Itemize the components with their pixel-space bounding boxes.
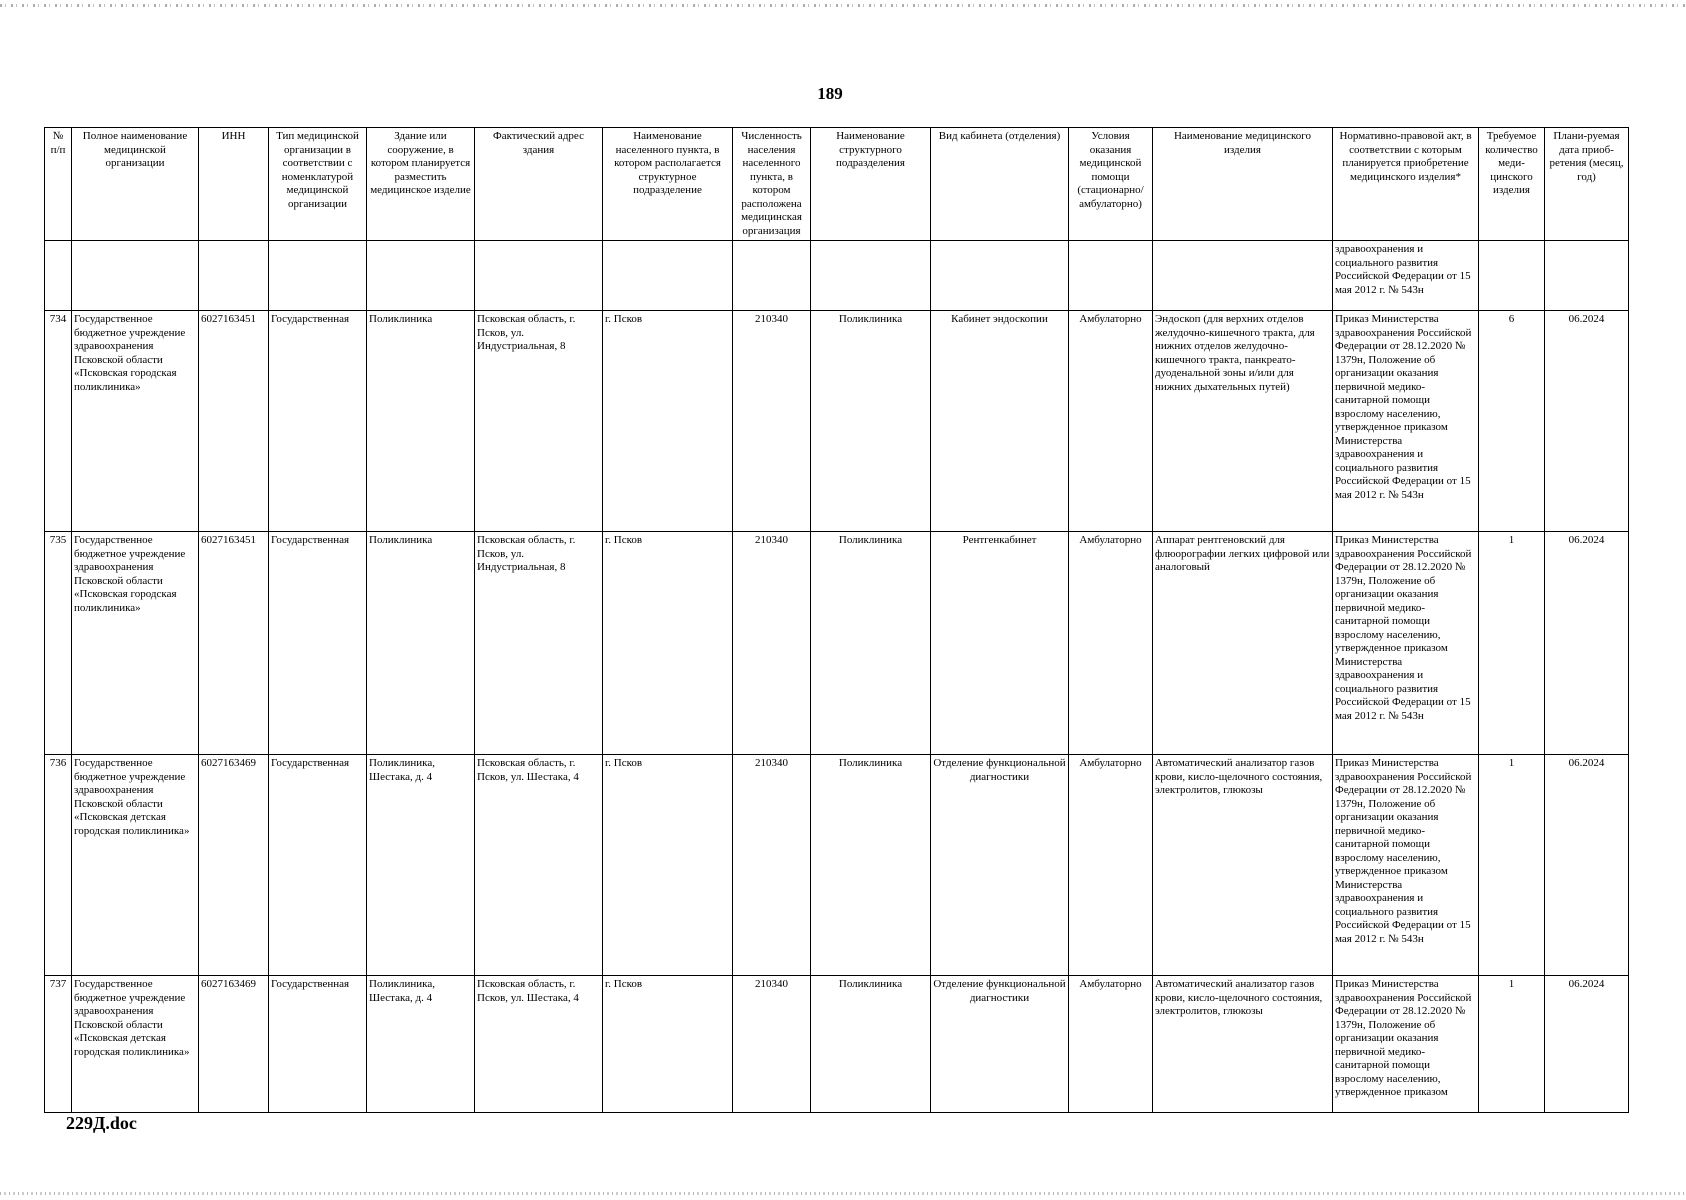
population: 210340	[733, 311, 811, 532]
planned-date: 06.2024	[1545, 311, 1629, 532]
population: 210340	[733, 976, 811, 1113]
quantity: 1	[1479, 976, 1545, 1113]
row-number: 734	[45, 311, 72, 532]
building: Поликлиника	[367, 311, 475, 532]
structural-unit: Поликлиника	[811, 976, 931, 1113]
address: Псковская область, г. Псков, ул. Индустриальная, 8	[475, 311, 603, 532]
col-header-device: Наименование медицинского изделия	[1153, 128, 1333, 241]
org-type: Государственная	[269, 532, 367, 755]
legal-act: Приказ Министерства здравоохранения Российской Федерации от 28.12.2020 № 1379н, Положение об организации оказания первичной медико-санитарной помощи взрослому населению, утвержденное приказом	[1333, 976, 1479, 1113]
locality: г. Псков	[603, 311, 733, 532]
quantity: 1	[1479, 532, 1545, 755]
row-number: 737	[45, 976, 72, 1113]
inn: 6027163451	[199, 532, 269, 755]
device-name: Эндоскоп (для верхних отделов желудочно-кишечного тракта, для нижних отделов желудочно-кишечного тракта, панкреато-дуоденальной зоны и/или для нижних дыхательных путей)	[1153, 311, 1333, 532]
col-header-building: Здание или сооружение, в котором планируется разместить медицинское изделие	[367, 128, 475, 241]
col-header-conditions: Условия оказания медицинской помощи (стационарно/ амбулаторно)	[1069, 128, 1153, 241]
structural-unit: Поликлиника	[811, 532, 931, 755]
org-type: Государственная	[269, 311, 367, 532]
quantity: 1	[1479, 755, 1545, 976]
cabinet-type: Рентгенкабинет	[931, 532, 1069, 755]
org-name: Государственное бюджетное учреждение здравоохранения Псковской области «Псковская детская городская поликлиника»	[72, 976, 199, 1113]
col-header-org: Полное наименование медицинской организации	[72, 128, 199, 241]
col-header-quantity: Требуемое количество меди-цинского изделия	[1479, 128, 1545, 241]
org-type: Государственная	[269, 976, 367, 1113]
col-header-type: Тип медицинской организации в соответствии с номенклатурой медицинской организации	[269, 128, 367, 241]
population: 210340	[733, 755, 811, 976]
locality: г. Псков	[603, 976, 733, 1113]
org-type: Государственная	[269, 755, 367, 976]
table-row	[45, 311, 1629, 532]
cabinet-type: Отделение функциональной диагностики	[931, 976, 1069, 1113]
quantity: 6	[1479, 311, 1545, 532]
org-name: Государственное бюджетное учреждение здравоохранения Псковской области «Псковская детская городская поликлиника»	[72, 755, 199, 976]
medical-device-table	[44, 127, 1629, 1113]
scan-edge-bottom	[0, 1192, 1686, 1195]
structural-unit: Поликлиника	[811, 755, 931, 976]
device-name: Автоматический анализатор газов крови, кисло-щелочного состояния, электролитов, глюкозы	[1153, 755, 1333, 976]
inn: 6027163469	[199, 976, 269, 1113]
table-row	[45, 976, 1629, 1113]
legal-act: Приказ Министерства здравоохранения Российской Федерации от 28.12.2020 № 1379н, Положение об организации оказания первичной медико-санитарной помощи взрослому населению, утвержденное приказом Министерства здравоохранения и социального развития Российской Федерации от 15 мая 2012 г. № 543н	[1333, 311, 1479, 532]
org-name: Государственное бюджетное учреждение здравоохранения Псковской области «Псковская городская поликлиника»	[72, 311, 199, 532]
planned-date: 06.2024	[1545, 532, 1629, 755]
inn: 6027163451	[199, 311, 269, 532]
col-header-locality: Наименование населенного пункта, в котором располагается структурное подразделение	[603, 128, 733, 241]
address: Псковская область, г. Псков, ул. Индустриальная, 8	[475, 532, 603, 755]
planned-date: 06.2024	[1545, 755, 1629, 976]
table-row	[45, 532, 1629, 755]
col-header-cabinet: Вид кабинета (отделения)	[931, 128, 1069, 241]
col-header-number: № п/п	[45, 128, 72, 241]
cabinet-type: Отделение функциональной диагностики	[931, 755, 1069, 976]
table-row	[45, 755, 1629, 976]
row-number: 736	[45, 755, 72, 976]
legal-act: Приказ Министерства здравоохранения Российской Федерации от 28.12.2020 № 1379н, Положение об организации оказания первичной медико-санитарной помощи взрослому населению, утвержденное приказом Министерства здравоохранения и социального развития Российской Федерации от 15 мая 2012 г. № 543н	[1333, 755, 1479, 976]
page-number: 189	[817, 84, 843, 103]
device-name: Аппарат рентгеновский для флюорографии легких цифровой или аналоговый	[1153, 532, 1333, 755]
locality: г. Псков	[603, 532, 733, 755]
col-header-address: Фактический адрес здания	[475, 128, 603, 241]
care-conditions: Амбулаторно	[1069, 532, 1153, 755]
care-conditions: Амбулаторно	[1069, 311, 1153, 532]
col-header-date: Плани-руемая дата приоб-ретения (месяц, год)	[1545, 128, 1629, 241]
col-header-act: Нормативно-правовой акт, в соответствии с которым планируется приобретение медицинского изделия*	[1333, 128, 1479, 241]
care-conditions: Амбулаторно	[1069, 755, 1153, 976]
col-header-inn: ИНН	[199, 128, 269, 241]
building: Поликлиника, Шестака, д. 4	[367, 755, 475, 976]
header-row	[45, 128, 1629, 241]
building: Поликлиника, Шестака, д. 4	[367, 976, 475, 1113]
building: Поликлиника	[367, 532, 475, 755]
scan-edge-top	[0, 4, 1686, 7]
row-number: 735	[45, 532, 72, 755]
legal-act: Приказ Министерства здравоохранения Российской Федерации от 28.12.2020 № 1379н, Положение об организации оказания первичной медико-санитарной помощи взрослому населению, утвержденное приказом Министерства здравоохранения и социального развития Российской Федерации от 15 мая 2012 г. № 543н	[1333, 532, 1479, 755]
address: Псковская область, г. Псков, ул. Шестака, 4	[475, 976, 603, 1113]
col-header-unit: Наименование структурного подразделения	[811, 128, 931, 241]
locality: г. Псков	[603, 755, 733, 976]
structural-unit: Поликлиника	[811, 311, 931, 532]
col-header-population: Численность населения населенного пункта, в котором расположена медицинская организация	[733, 128, 811, 241]
address: Псковская область, г. Псков, ул. Шестака, 4	[475, 755, 603, 976]
population: 210340	[733, 532, 811, 755]
planned-date: 06.2024	[1545, 976, 1629, 1113]
org-name: Государственное бюджетное учреждение здравоохранения Псковской области «Псковская городская поликлиника»	[72, 532, 199, 755]
inn: 6027163469	[199, 755, 269, 976]
continuation-act-text: здравоохранения и социального развития Российской Федерации от 15 мая 2012 г. № 543н	[1333, 241, 1479, 311]
device-name: Автоматический анализатор газов крови, кисло-щелочного состояния, электролитов, глюкозы	[1153, 976, 1333, 1113]
continuation-row	[45, 241, 1629, 311]
care-conditions: Амбулаторно	[1069, 976, 1153, 1113]
cabinet-type: Кабинет эндоскопии	[931, 311, 1069, 532]
footer-filename: 229Д.doc	[66, 1113, 137, 1133]
